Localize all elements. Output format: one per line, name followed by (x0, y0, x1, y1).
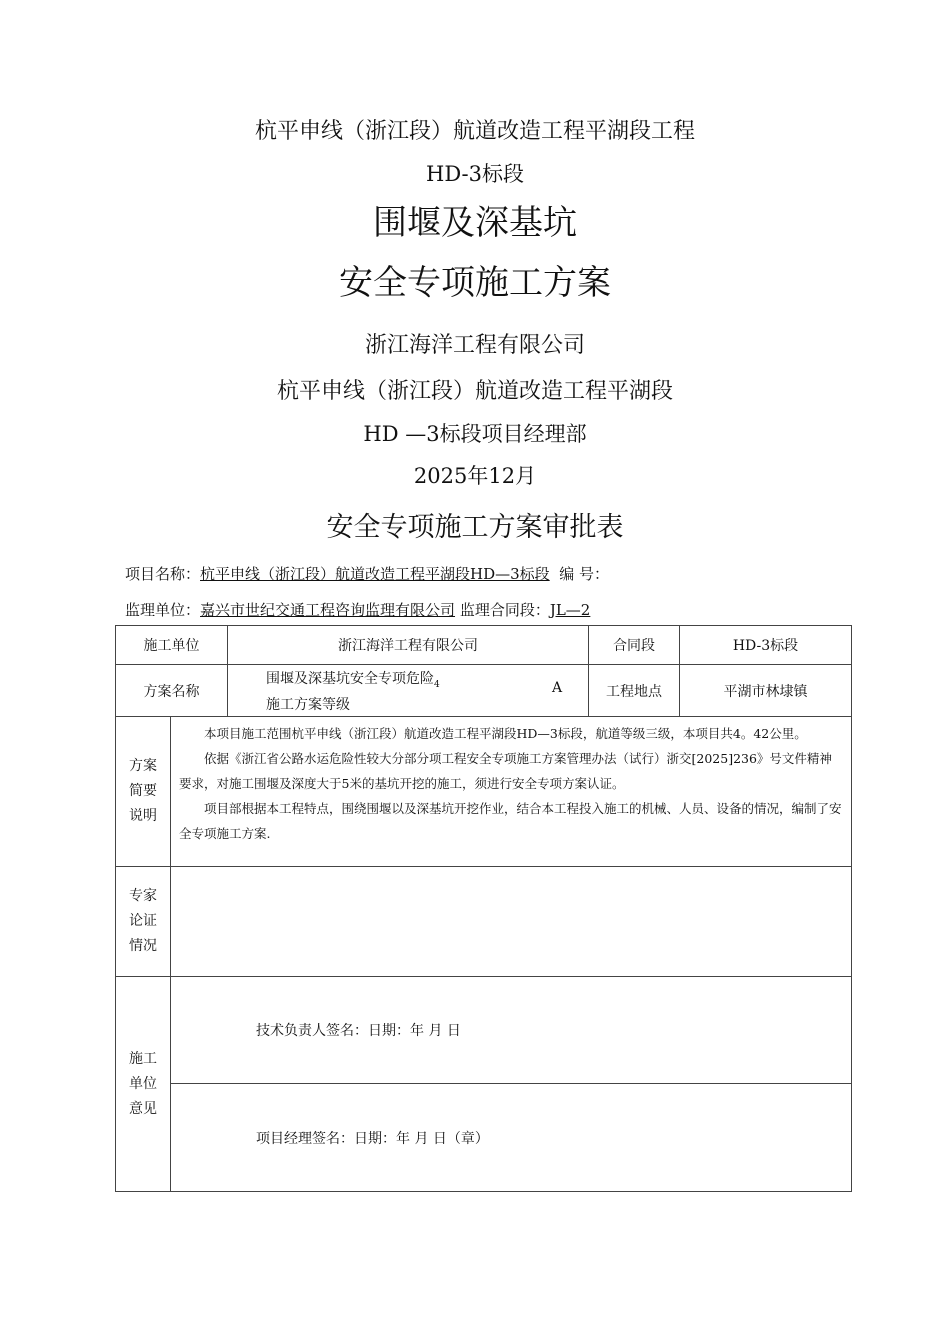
supervisor-value: 嘉兴市世纪交通工程咨询监理有限公司 (200, 601, 456, 619)
number-label: 编 号： (559, 565, 609, 583)
desc-paragraph-1: 本项目施工范围杭平申线（浙江段）航道改造工程平湖段HD—3标段，航道等级三级，本项目共4。42公里。 (204, 726, 807, 741)
plan-level-label: 施工方案等级 (266, 696, 350, 713)
plan-label: 方案名称 (116, 665, 228, 717)
section-label: 合同段 (589, 626, 680, 665)
plan-value-subscript: 4 (434, 679, 440, 690)
expert-label: 专家 论证 情况 (116, 867, 171, 977)
tech-lead-signature: 技术负责人签名：日期：年 月 日 (171, 977, 852, 1084)
plan-value-cell (228, 665, 589, 717)
cover-company: 浙江海洋工程有限公司 (364, 333, 585, 358)
approval-table (115, 625, 852, 1192)
unit-value: 浙江海洋工程有限公司 (228, 626, 589, 665)
expert-content (171, 867, 852, 977)
section-value: HD-3标段 (680, 626, 852, 665)
plan-value: 围堰及深基坑安全专项危险$_4$ (266, 670, 440, 690)
contract-value: JL—2 (549, 601, 591, 619)
site-value: 平湖市林埭镇 (680, 665, 852, 717)
opinion-label: 施工 单位 意见 (116, 977, 171, 1192)
cover-department-line1: 杭平申线（浙江段）航道改造工程平湖段 (276, 379, 673, 404)
cover-title-main: 围堰及深基坑 (373, 203, 577, 243)
pm-signature: 项目经理签名：日期：年 月 日（章） (171, 1084, 852, 1192)
cover-date: 2025年12月 (413, 464, 537, 488)
desc-paragraph-2: 依据《浙江省公路水运危险性较大分部分项工程安全专项施工方案管理办法（试行）浙交[2025]236》号文件精神要求，对施工围堰及深度大于5米的基坑开挖的施工，须进行安全专项方案认证。 (179, 751, 832, 791)
project-name-value: 杭平申线（浙江段）航道改造工程平湖段HD—3标段 (200, 565, 550, 583)
plan-level-value: A (552, 679, 563, 696)
unit-label: 施工单位 (116, 626, 228, 665)
project-name-row (125, 563, 609, 584)
contract-label: 监理合同段： (459, 601, 550, 619)
desc-label: 方案 简要 说明 (116, 717, 171, 867)
project-name-label: 项目名称： (125, 565, 201, 583)
cover-section-line: HD-3标段 (426, 162, 524, 186)
supervisor-label: 监理单位： (125, 601, 201, 619)
cover-title-sub: 安全专项施工方案 (339, 263, 611, 303)
supervisor-row (125, 599, 590, 620)
cover-project-line: 杭平申线（浙江段）航道改造工程平湖段工程 (254, 119, 695, 144)
desc-content (171, 717, 852, 867)
form-title: 安全专项施工方案审批表 (326, 512, 624, 543)
desc-paragraph-3: 项目部根据本工程特点，围绕围堰以及深基坑开挖作业，结合本工程投入施工的机械、人员、设备的情况，编制了安全专项施工方案. (179, 801, 842, 841)
site-label: 工程地点 (589, 665, 680, 717)
cover-department-line2: HD —3标段项目经理部 (363, 422, 587, 446)
